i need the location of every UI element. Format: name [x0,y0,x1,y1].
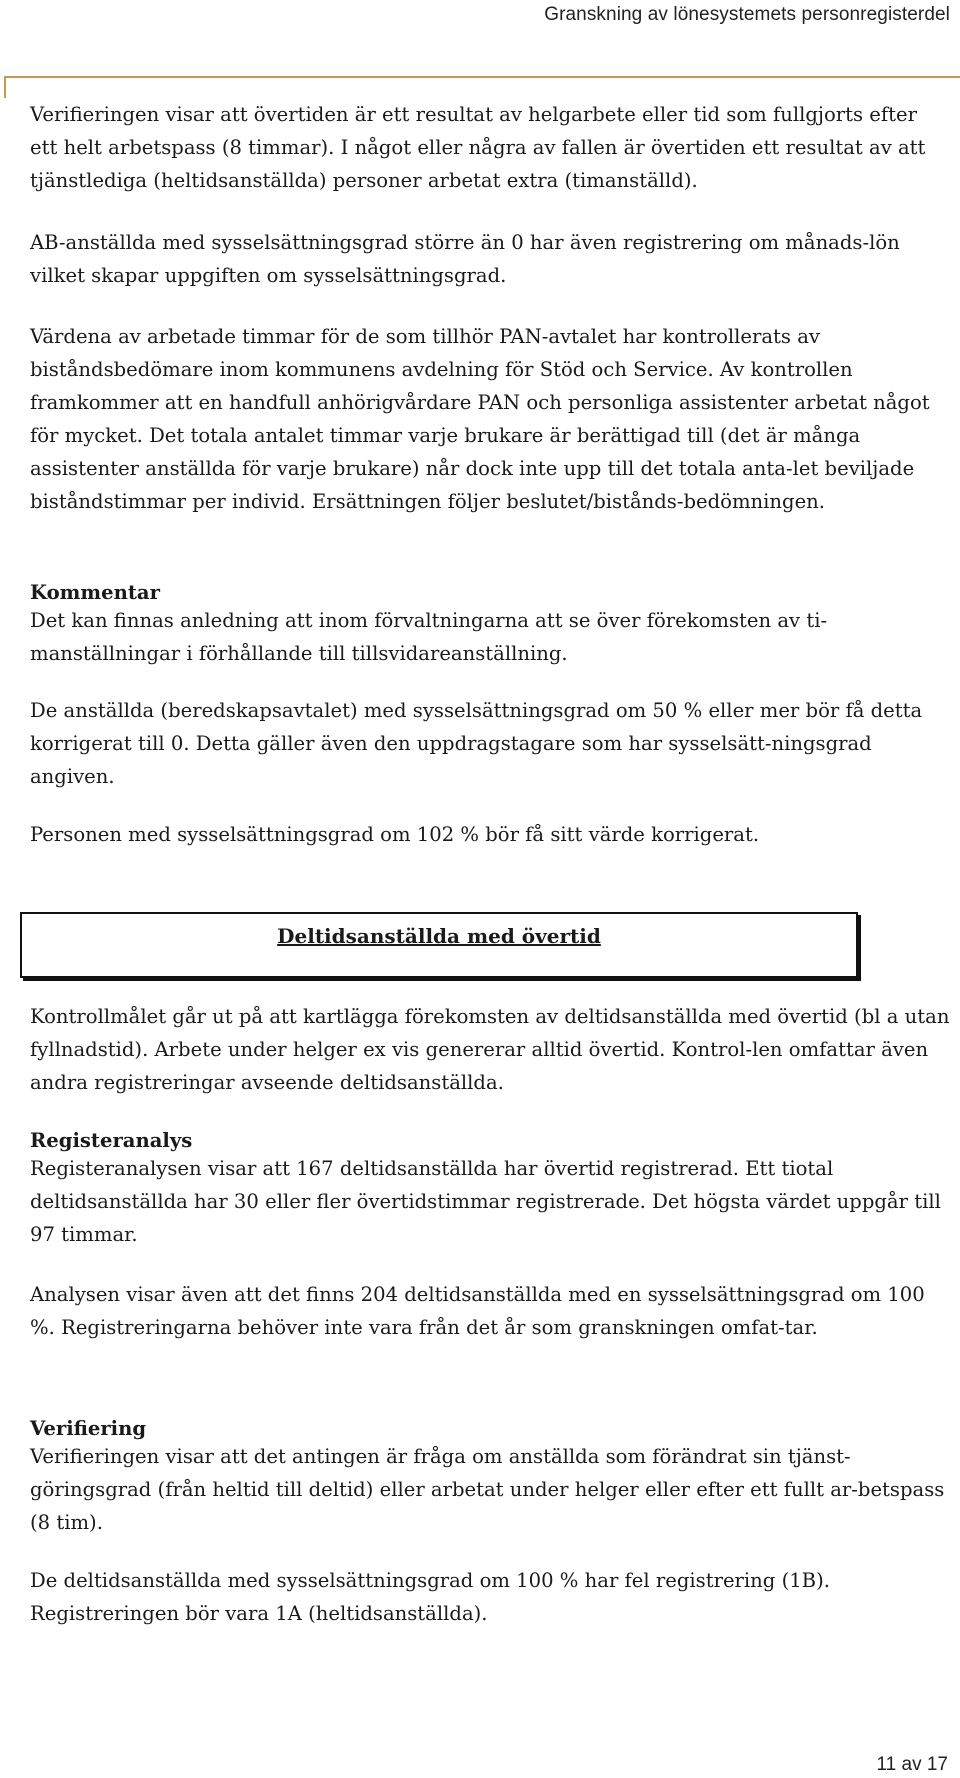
paragraph-102-procent: Personen med sysselsättningsgrad om 102 % bör få sitt värde korrigerat. [30,823,760,846]
paragraph-timanstallningar: Det kan finnas anledning att inom förvaltningarna att se över förekomsten av ti-manställningar i förhållande till tillsvidareanställning. [30,609,828,665]
paragraph-registeranalysen: Registeranalysen visar att 167 deltidsanställda har övertid registrerad. Ett tiotal deltidsanställda har 30 eller fler övertidstimmar registrerade. Det högsta värdet uppgår till 97 timmar. [30,1157,941,1246]
paragraph-pan-avtalet: Värdena av arbetade timmar för de som tillhör PAN-avtalet har kontrollerats av biståndsbedömare inom kommunens avdelning för Stöd och Service. Av kontrollen framkommer att en handfull anhörigvårdare PAN och personliga assistenter arbetat något för mycket. Det totala antalet timmar varje brukare är berättigad till (det är många assistenter anställda för varje brukare) når dock inte upp till det totala anta-let beviljade biståndstimmar per individ. Ersättningen följer beslutet/bistånds-bedömningen. [30,325,930,513]
paragraph-verifiering-overtid: Verifieringen visar att övertiden är ett resultat av helgarbete eller tid som fullgjorts efter ett helt arbetspass (8 timmar). I något eller några av fallen är övertiden ett resultat av att tjänstlediga (heltidsanställda) personer arbetat extra (timanställd). [30,103,926,192]
section-title-box [20,912,858,978]
header-rule [0,76,960,98]
heading-verifiering: Verifiering [30,1417,147,1440]
heading-kommentar: Kommentar [30,581,160,604]
header-rule-horizontal [4,76,960,78]
running-header: Granskning av lönesystemets personregisterdel [544,4,950,25]
paragraph-ab-anstallda: AB-anställda med sysselsättningsgrad större än 0 har även registrering om månads-lön vilket skapar uppgiften om sysselsättningsgrad. [30,231,900,287]
paragraph-beredskapsavtalet: De anställda (beredskapsavtalet) med sysselsättningsgrad om 50 % eller mer bör få detta korrigerat till 0. Detta gäller även den uppdragstagare som har sysselsätt-ningsgrad angiven. [30,699,923,788]
paragraph-fel-registrering: De deltidsanställda med sysselsättningsgrad om 100 % har fel registrering (1B). Registreringen bör vara 1A (heltidsanställda). [30,1569,830,1625]
page-number: 11 av 17 [876,1754,948,1775]
heading-registeranalys: Registeranalys [30,1129,193,1152]
paragraph-analysen-204: Analysen visar även att det finns 204 deltidsanställda med en sysselsättningsgrad om 100 %. Registreringarna behöver inte vara från det år som granskningen omfat-tar. [30,1283,925,1339]
paragraph-kontrollmalet: Kontrollmålet går ut på att kartlägga förekomsten av deltidsanställda med övertid (bl a utan fyllnadstid). Arbete under helger ex vis genererar alltid övertid. Kontrol-len omfattar även andra registreringar avseende deltidsanställda. [30,1005,950,1094]
section-title: Deltidsanställda med övertid [277,924,601,948]
paragraph-verifieringen-tjanstgoringsgrad: Verifieringen visar att det antingen är fråga om anställda som förändrat sin tjänst-göringsgrad (från heltid till deltid) eller arbetat under helger eller efter ett fullt ar-betspass (8 tim). [30,1445,945,1534]
header-rule-vertical [4,76,6,98]
